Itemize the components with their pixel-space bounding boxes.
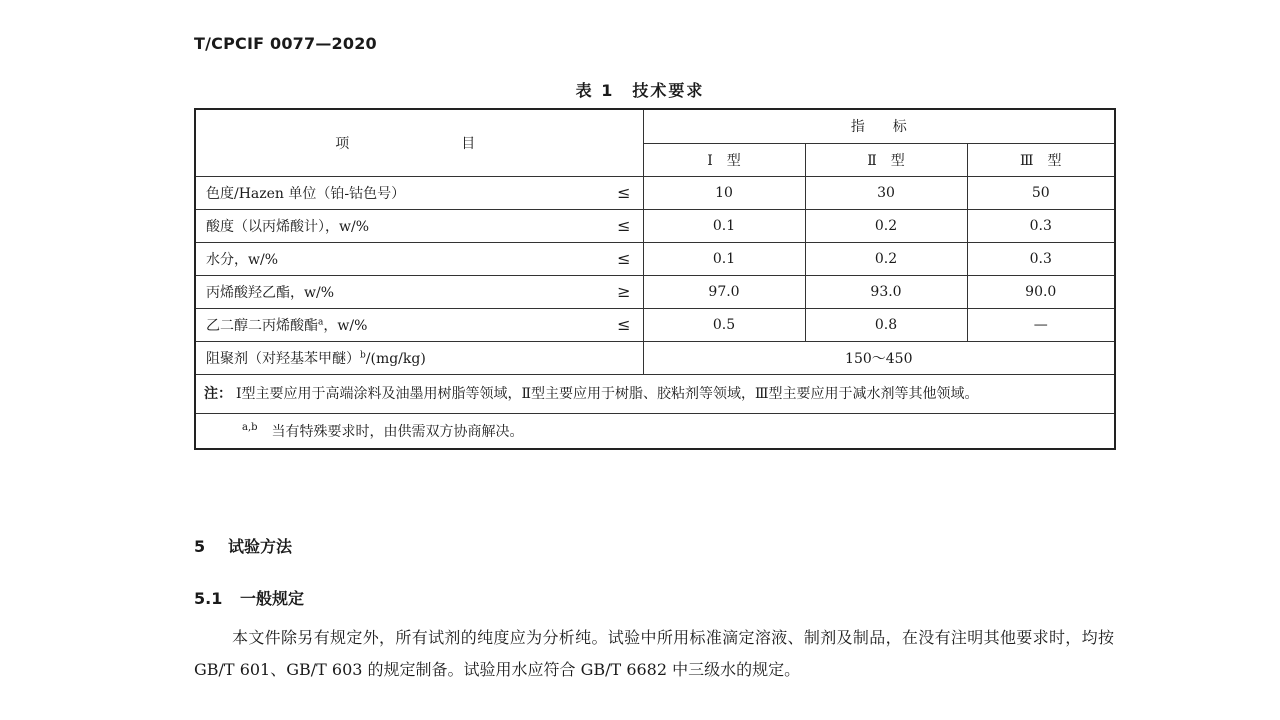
row-value: 30 (805, 176, 967, 209)
technical-requirements-table (194, 108, 1116, 450)
table-note-row (195, 374, 1115, 413)
header-index: 指 标 (643, 109, 1115, 143)
table-row (195, 176, 1115, 209)
row-value: 50 (967, 176, 1115, 209)
row-value: — (967, 308, 1115, 341)
table-note (195, 374, 1115, 413)
row-value: 10 (643, 176, 805, 209)
header-type-1: Ⅰ 型 (643, 143, 805, 176)
table-row (195, 308, 1115, 341)
header-type-3: Ⅲ 型 (967, 143, 1115, 176)
header-type-2: Ⅱ 型 (805, 143, 967, 176)
row-value: 0.8 (805, 308, 967, 341)
header-item: 项 目 (195, 109, 643, 176)
inhibitor-value: 150～450 (643, 341, 1115, 374)
table-footnote-row (195, 413, 1115, 449)
row-item: 阻聚剂（对羟基苯甲醚）$^b$/(mg/kg) (195, 341, 643, 374)
footnote-text: 当有特殊要求时，由供需双方协商解决。 (271, 423, 524, 440)
row-item: 乙二醇二丙烯酸酯$^a$，w/% ≤ (195, 308, 643, 341)
row-item: 酸度（以丙烯酸计），w/% ≤ (195, 209, 643, 242)
row-value: 0.2 (805, 242, 967, 275)
standard-code: T/CPCIF 0077—2020 (194, 34, 377, 53)
note-text: Ⅰ型主要应用于高端涂料及油墨用树脂等领域，Ⅱ型主要应用于树脂、胶粘剂等领域，Ⅲ型主要应用于减水剂等其他领域。 (236, 385, 979, 402)
body-paragraph: 本文件除另有规定外，所有试剂的纯度应为分析纯。试验中所用标准滴定溶液、制剂及制品，在没有注明其他要求时，均按 GB/T 601、GB/T 603 的规定制备。试验用水应符合 GB/T 6682 中三级水的规定。 (194, 628, 1114, 679)
row-item: 色度/Hazen 单位（铂-钴色号） ≤ (195, 176, 643, 209)
row-value: 97.0 (643, 275, 805, 308)
table-row (195, 242, 1115, 275)
section-5-1-heading: 5.1 一般规定 (194, 589, 305, 608)
section-5-heading: 5 试验方法 (194, 537, 293, 556)
row-value: 93.0 (805, 275, 967, 308)
table-footnote (195, 413, 1115, 449)
footnote-ref-b: b (360, 349, 366, 360)
table-row (195, 275, 1115, 308)
row-item: 丙烯酸羟乙酯，w/% ≥ (195, 275, 643, 308)
note-label: 注： (204, 385, 232, 402)
table-row (195, 341, 1115, 374)
row-value: 0.1 (643, 242, 805, 275)
table-row (195, 209, 1115, 242)
row-value: 0.3 (967, 242, 1115, 275)
row-value: 0.2 (805, 209, 967, 242)
row-item: 水分，w/% ≤ (195, 242, 643, 275)
footnote-ref-a: a (318, 316, 324, 327)
row-value: 90.0 (967, 275, 1115, 308)
row-value: 0.5 (643, 308, 805, 341)
table-caption: 表 1 技术要求 (575, 81, 705, 100)
row-value: 0.1 (643, 209, 805, 242)
row-value: 0.3 (967, 209, 1115, 242)
footnote-mark: a,b (242, 422, 258, 434)
